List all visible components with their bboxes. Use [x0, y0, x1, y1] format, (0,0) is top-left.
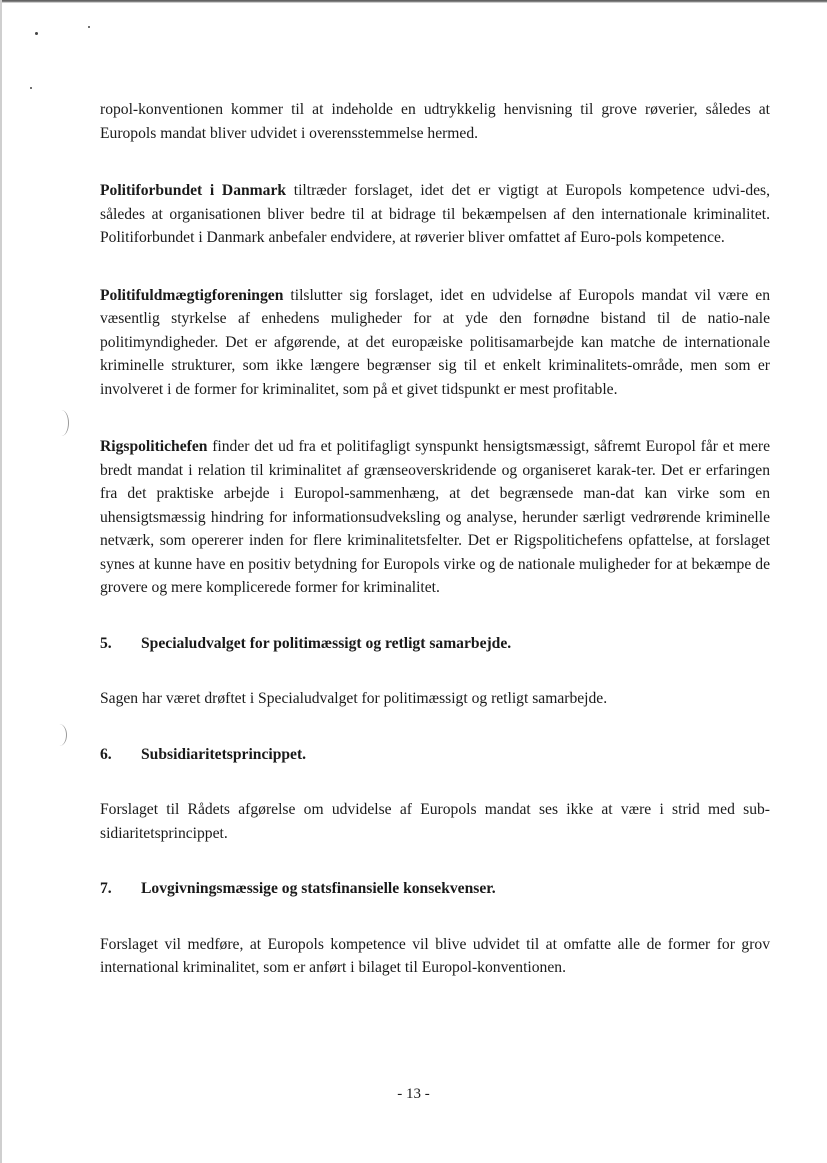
section-heading-6 — [100, 743, 770, 767]
scan-speck — [35, 32, 38, 35]
section-number: 5. — [100, 634, 112, 652]
scan-speck — [30, 87, 32, 89]
section-heading-7 — [100, 877, 770, 901]
org-name-rigspolitichefen: Rigspolitichefen — [100, 438, 208, 455]
paragraph-rigspolitichefen: Rigspolitichefen finder det ud fra et politifagligt synspunkt hensigtsmæssigt, såfremt Europol får et mere bredt mandat i relation til kriminalitet af grænseoverskridende og organiseret karak-ter. Det er erfaringen fra det praktiske arbejde i Europol-sammenhæng, at det begrænsede man-dat kan virke som en uhensigtsmæssig hindring for informationsudveksling og analyse, herunder særligt vedrørende kriminelle netværk, som opererer inden for flere kriminalitetsfelter. Det er Rigspolitichefens opfattelse, at forslaget synes at kunne have en positiv betydning for Europols virke og de nationale muligheder for at bekæmpe de grovere og mere komplicerede former for kriminalitet. — [100, 438, 770, 596]
section-title: Lovgivningsmæssige og statsfinansielle konsekvenser. — [141, 880, 496, 897]
paragraph-politifuldmaegtigforeningen: Politifuldmægtigforeningen tilslutter sig forslaget, idet en udvidelse af Europols mandat vil være en væsentlig styrkelse af enhedens muligheder for at yde den fornødne bistand til de natio-nale politimyndigheder. Det er afgørende, at det europæiske politisamarbejde kan matche de internationale kriminelle strukturer, som ikke længere begrænser sig til et enkelt kriminalitets-område, men som er involveret i de former for kriminalitet, som på et givet tidspunkt er mest profitable. — [100, 286, 770, 398]
paragraph-europol-convention: ropol-konventionen kommer til at indeholde en udtrykkelig henvisning til grove røverier, således at Europols mandat bliver udvidet i overensstemmelse hermed. — [100, 101, 770, 142]
section-body-5: Sagen har været drøftet i Specialudvalget for politimæssigt og retligt samarbejde. — [100, 690, 608, 707]
section-body-7: Forslaget vil medføre, at Europols kompetence vil blive udvidet til at omfatte alle de former for grov international kriminalitet, som er anført i bilaget til Europol-konventionen. — [100, 935, 770, 976]
scan-speck — [88, 26, 90, 28]
punch-hole-mark — [52, 724, 67, 746]
punch-hole-mark — [54, 410, 69, 436]
document-body — [100, 98, 770, 980]
paragraph-politiforbundet: Politiforbundet i Danmark tiltræder forslaget, idet det er vigtigt at Europols kompetence udvi-des, således at organisationen bliver bedre til at bidrage til bekæmpelsen af den internationale kriminalitet. Politiforbundet i Danmark anbefaler endvidere, at røverier bliver omfattet af Euro-pols kompetence. — [100, 182, 771, 246]
section-number: 7. — [100, 880, 112, 897]
page-number: - 13 - — [397, 1086, 430, 1102]
org-name-politiforbundet: Politiforbundet i Danmark — [100, 182, 287, 199]
section-title: Specialudvalget for politimæssigt og retligt samarbejde. — [141, 634, 512, 652]
scan-left-edge — [0, 0, 2, 1163]
scan-top-edge — [0, 0, 827, 3]
section-number: 6. — [100, 745, 112, 763]
section-heading-5 — [100, 632, 770, 656]
org-name-politifuldmaegtigforeningen: Politifuldmægtigforeningen — [100, 286, 284, 304]
section-body-6: Forslaget til Rådets afgørelse om udvidelse af Europols mandat ses ikke at være i strid med sub-sidiaritetsprincippet. — [100, 801, 770, 842]
section-title: Subsidiaritetsprincippet. — [141, 745, 307, 763]
